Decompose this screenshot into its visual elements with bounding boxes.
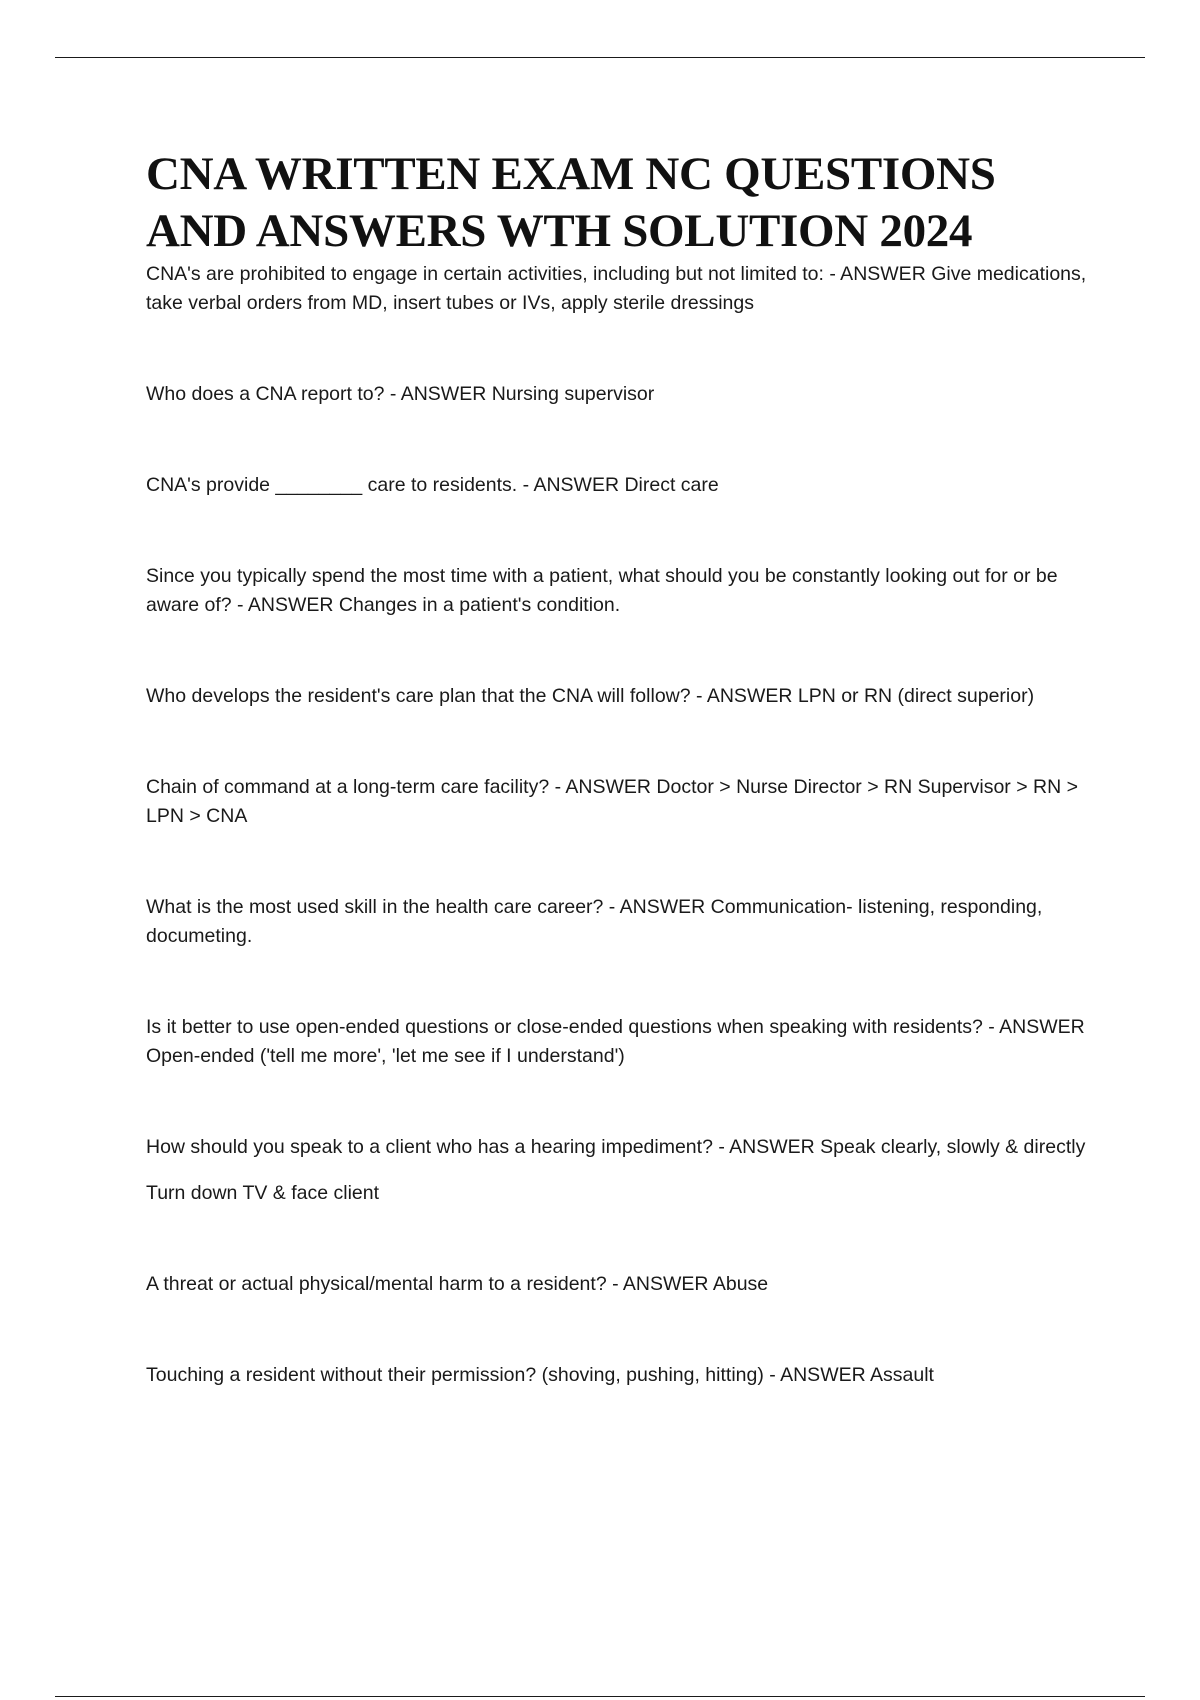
qa-item: Chain of command at a long-term care facility? - ANSWER Doctor > Nurse Director > RN Supervisor > RN > LPN > CNA (146, 776, 1078, 827)
qa-item: Since you typically spend the most time with a patient, what should you be constantly looking out for or be aware of? - ANSWER Changes in a patient's condition. (146, 565, 1058, 616)
document-body (146, 146, 1090, 1390)
document-title (146, 146, 1090, 260)
title-line-2: AND ANSWERS WTH SOLUTION 2024 (146, 205, 973, 257)
title-line-1: CNA WRITTEN EXAM NC QUESTIONS (146, 148, 996, 200)
qa-item: Touching a resident without their permission? (shoving, pushing, hitting) - ANSWER Assault (146, 1364, 934, 1386)
qa-item: CNA's are prohibited to engage in certain activities, including but not limited to: - ANSWER Give medications, take verbal orders from MD, insert tubes or IVs, apply sterile dressings (146, 263, 1087, 314)
qa-item: Who does a CNA report to? - ANSWER Nursing supervisor (146, 383, 655, 405)
qa-item: Who develops the resident's care plan that the CNA will follow? - ANSWER LPN or RN (direct superior) (146, 685, 1035, 707)
qa-item-continuation: Turn down TV & face client (146, 1182, 380, 1204)
qa-item: How should you speak to a client who has a hearing impediment? - ANSWER Speak clearly, slowly & directly (146, 1136, 1086, 1158)
qa-item: Is it better to use open-ended questions or close-ended questions when speaking with residents? - ANSWER Open-ended ('tell me more', 'let me see if I understand') (146, 1016, 1085, 1067)
top-divider (55, 57, 1145, 58)
qa-item: What is the most used skill in the health care career? - ANSWER Communication- listening, responding, documeting. (146, 896, 1043, 947)
bottom-divider (55, 1696, 1145, 1697)
qa-item: A threat or actual physical/mental harm to a resident? - ANSWER Abuse (146, 1273, 769, 1295)
qa-item: CNA's provide ________ care to residents. - ANSWER Direct care (146, 474, 719, 496)
